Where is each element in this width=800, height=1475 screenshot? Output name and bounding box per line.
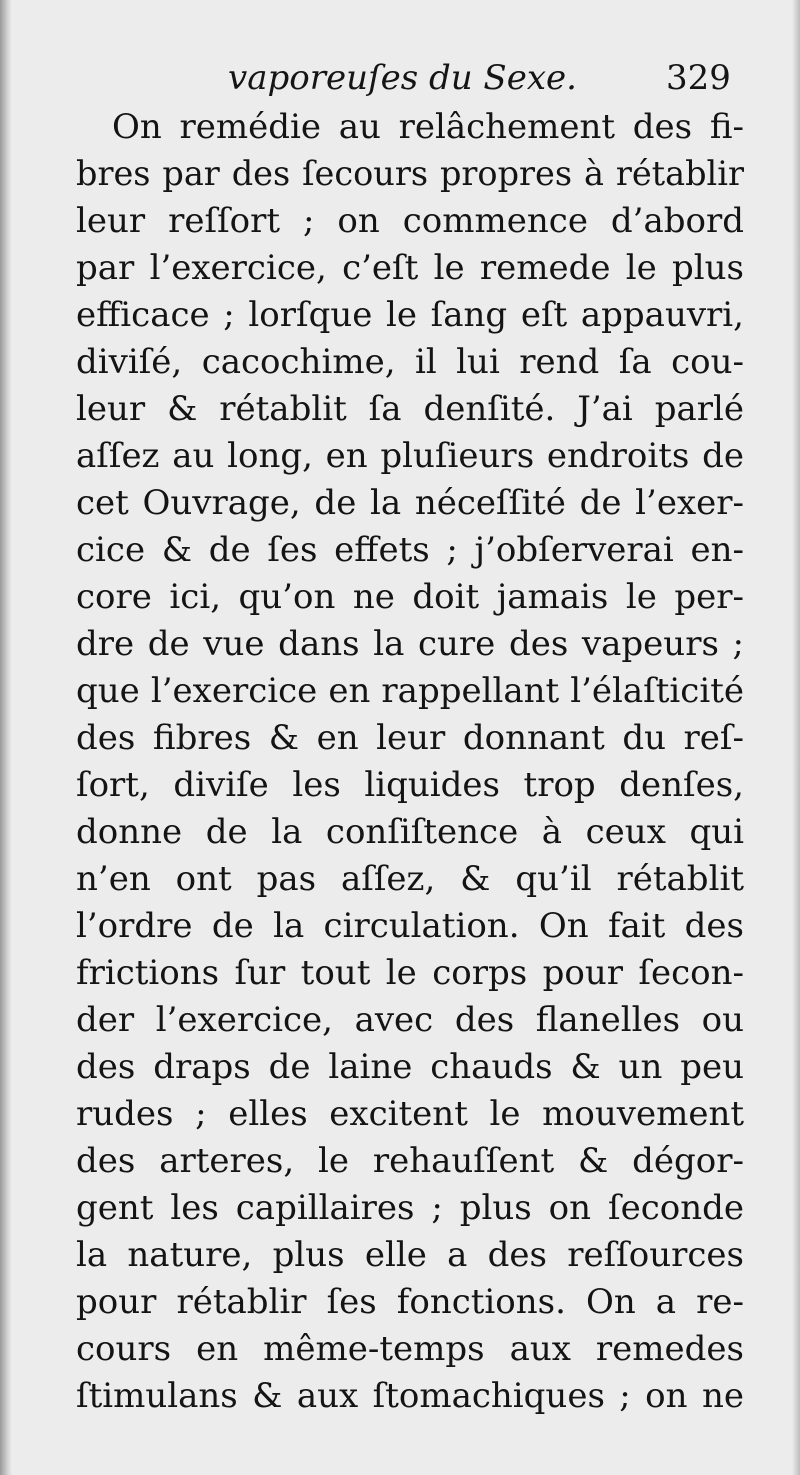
text-line: ſort, diviſe les liquides trop denſes, <box>76 765 744 805</box>
text-line: cet Ouvrage, de la néceſſité de l’exer- <box>76 483 744 523</box>
text-line: diviſé, cacochime, il lui rend ſa cou- <box>76 342 744 382</box>
text-line: pour rétablir ſes fonctions. On a re- <box>76 1282 744 1322</box>
text-line: cours en même-temps aux remedes <box>76 1329 744 1369</box>
running-title: vaporeuſes du Sexe. <box>228 58 577 98</box>
running-head <box>0 52 800 104</box>
text-line: ſtimulans & aux ſtomachiques ; on ne <box>76 1376 744 1416</box>
text-line: gent les capillaires ; plus on ſeconde <box>76 1188 744 1228</box>
text-line: efficace ; lorſque le ſang eſt appauvri, <box>76 295 744 335</box>
text-line: bres par des ſecours propres à rétablir <box>76 154 744 193</box>
page-outer-edge <box>792 0 800 1475</box>
text-line: core ici, qu’on ne doit jamais le per- <box>76 577 744 617</box>
text-line: rudes ; elles excitent le mouvement <box>76 1094 744 1134</box>
page-binding-edge <box>0 0 12 1475</box>
text-line: des fibres & en leur donnant du reſ- <box>76 718 744 758</box>
page-number: 329 <box>666 58 731 98</box>
text-line: donne de la conſiſtence à ceux qui <box>76 812 744 852</box>
text-line: dre de vue dans la cure des vapeurs ; <box>76 624 744 664</box>
text-line: frictions ſur tout le corps pour ſecon- <box>76 953 744 993</box>
text-line: leur reſſort ; on commence d’abord <box>76 201 744 241</box>
text-line: que l’exercice en rappellant l’élaſticité <box>76 671 744 711</box>
text-line: des draps de laine chauds & un peu <box>76 1047 744 1087</box>
text-line: par l’exercice, c’eſt le remede le plus <box>76 248 744 288</box>
text-line: leur & rétablit ſa denſité. J’ai parlé <box>76 389 744 429</box>
text-line: n’en ont pas aſſez, & qu’il rétablit <box>76 859 744 899</box>
text-line: des arteres, le rehauſſent & dégor- <box>76 1141 744 1181</box>
text-line: der l’exercice, avec des flanelles ou <box>76 1000 744 1040</box>
text-line: la nature, plus elle a des reſſources <box>76 1235 744 1275</box>
text-line: On remédie au relâchement des fi- <box>112 107 744 147</box>
text-line: cice & de ſes effets ; j’obſerverai en- <box>76 530 744 570</box>
text-line: aſſez au long, en pluſieurs endroits de <box>76 436 744 476</box>
text-line: l’ordre de la circulation. On fait des <box>76 906 744 946</box>
